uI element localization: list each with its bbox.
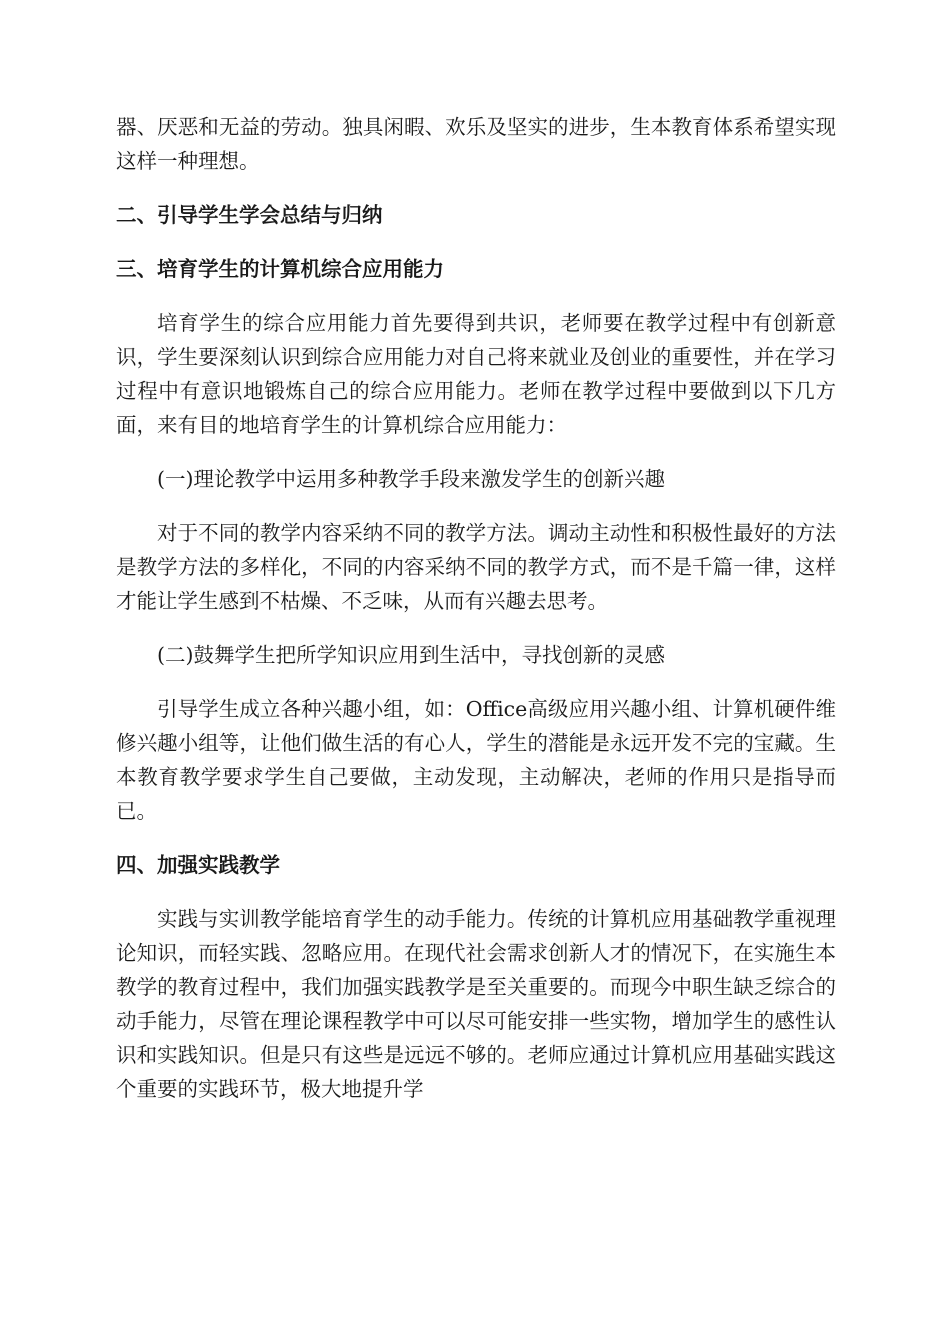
subsection-heading-2: (二)鼓舞学生把所学知识应用到生活中，寻找创新的灵感 — [157, 643, 665, 667]
section-heading-3: 三、培育学生的计算机综合应用能力 — [116, 257, 444, 281]
paragraph: 培育学生的综合应用能力首先要得到共识，老师要在教学过程中有创新意识，学生要深刻认识到综合应用能力对自己将来就业及创业的重要性，并在学习过程中有意识地锻炼自己的综合应用能力。老师在教学过程中要做到以下几方面，来有目的地培育学生的计算机综合应用能力： — [116, 311, 836, 437]
paragraph-continued: 器、厌恶和无益的劳动。独具闲暇、欢乐及坚实的进步，生本教育体系希望实现这样一种理想。 — [116, 115, 836, 173]
paragraph: 引导学生成立各种兴趣小组，如：Office高级应用兴趣小组、计算机硬件维修兴趣小组等，让他们做生活的有心人，学生的潜能是永远开发不完的宝藏。生本教育教学要求学生自己要做，主动发现，主动解决，老师的作用只是指导而已。 — [116, 697, 836, 823]
paragraph: 对于不同的教学内容采纳不同的教学方法。调动主动性和积极性最好的方法是教学方法的多样化，不同的内容采纳不同的教学方式，而不是千篇一律，这样才能让学生感到不枯燥、不乏味，从而有兴趣去思考。 — [116, 521, 836, 613]
paragraph: 实践与实训教学能培育学生的动手能力。传统的计算机应用基础教学重视理论知识，而轻实践、忽略应用。在现代社会需求创新人才的情况下，在实施生本教学的教育过程中，我们加强实践教学是至关重要的。而现今中职生缺乏综合的动手能力，尽管在理论课程教学中可以尽可能安排一些实物，增加学生的感性认识和实践知识。但是只有这些是远远不够的。老师应通过计算机应用基础实践这个重要的实践环节，极大地提升学 — [116, 907, 836, 1101]
subsection-heading-1: (一)理论教学中运用多种教学手段来激发学生的创新兴趣 — [157, 467, 665, 491]
section-heading-4: 四、加强实践教学 — [116, 853, 280, 877]
section-heading-2: 二、引导学生学会总结与归纳 — [116, 203, 383, 227]
document-page — [116, 110, 836, 1126]
